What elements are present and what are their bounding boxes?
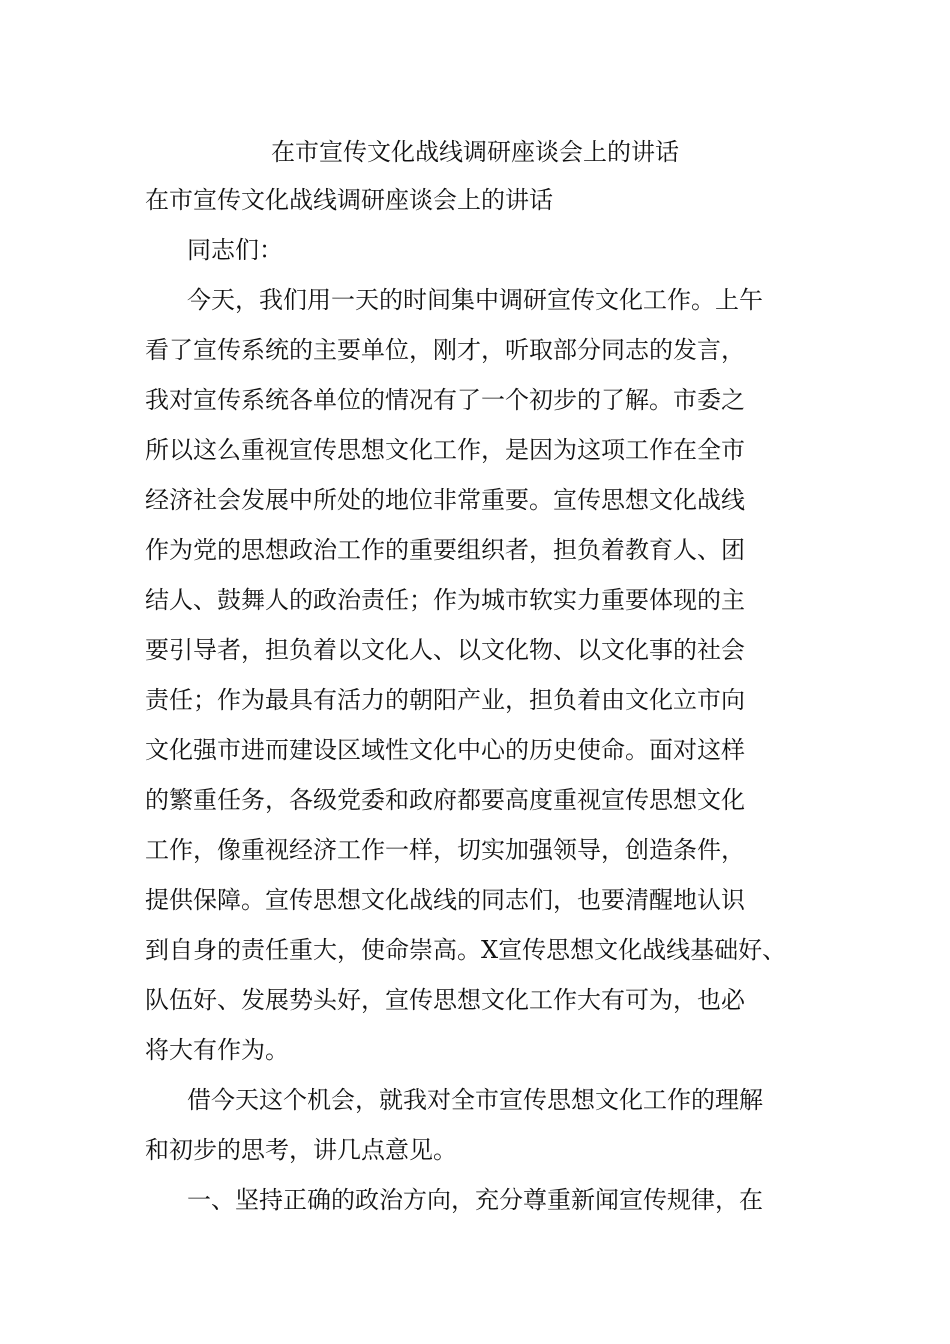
paragraph-1-line-11: 的繁重任务，各级党委和政府都要高度重视宣传思想文化 (145, 786, 745, 814)
paragraph-1-line-15: 队伍好、发展势头好，宣传思想文化工作大有可为，也必 (145, 986, 745, 1014)
paragraph-1-line-7: 结人、鼓舞人的政治责任；作为城市软实力重要体现的主 (145, 586, 745, 614)
paragraph-1-line-12: 工作，像重视经济工作一样，切实加强领导，创造条件， (145, 836, 745, 864)
paragraph-1-line-16: 将大有作为。 (145, 1036, 289, 1064)
document-subtitle: 在市宣传文化战线调研座谈会上的讲话 (145, 186, 553, 214)
paragraph-1-line-6: 作为党的思想政治工作的重要组织者，担负着教育人、团 (145, 536, 745, 564)
paragraph-1-line-1: 今天，我们用一天的时间集中调研宣传文化工作。上午 (187, 286, 763, 314)
paragraph-1-line-10: 文化强市进而建设区域性文化中心的历史使命。面对这样 (145, 736, 745, 764)
document-title: 在市宣传文化战线调研座谈会上的讲话 (271, 138, 679, 166)
salutation: 同志们： (187, 236, 283, 264)
paragraph-1-line-9: 责任；作为最具有活力的朝阳产业，担负着由文化立市向 (145, 686, 745, 714)
paragraph-1-line-3: 我对宣传系统各单位的情况有了一个初步的了解。市委之 (145, 386, 745, 414)
paragraph-1-line-8: 要引导者，担负着以文化人、以文化物、以文化事的社会 (145, 636, 745, 664)
paragraph-1-line-13: 提供保障。宣传思想文化战线的同志们，也要清醒地认识 (145, 886, 745, 914)
paragraph-1-line-14: 到自身的责任重大，使命崇高。X宣传思想文化战线基础好、 (145, 936, 787, 964)
paragraph-2-line-2: 和初步的思考，讲几点意见。 (145, 1136, 457, 1164)
paragraph-1-line-5: 经济社会发展中所处的地位非常重要。宣传思想文化战线 (145, 486, 745, 514)
paragraph-2-line-1: 借今天这个机会，就我对全市宣传思想文化工作的理解 (187, 1086, 763, 1114)
paragraph-1-line-4: 所以这么重视宣传思想文化工作，是因为这项工作在全市 (145, 436, 745, 464)
paragraph-3-line-1: 一、坚持正确的政治方向，充分尊重新闻宣传规律，在 (187, 1186, 763, 1214)
paragraph-1-line-2: 看了宣传系统的主要单位，刚才，听取部分同志的发言， (145, 336, 745, 364)
